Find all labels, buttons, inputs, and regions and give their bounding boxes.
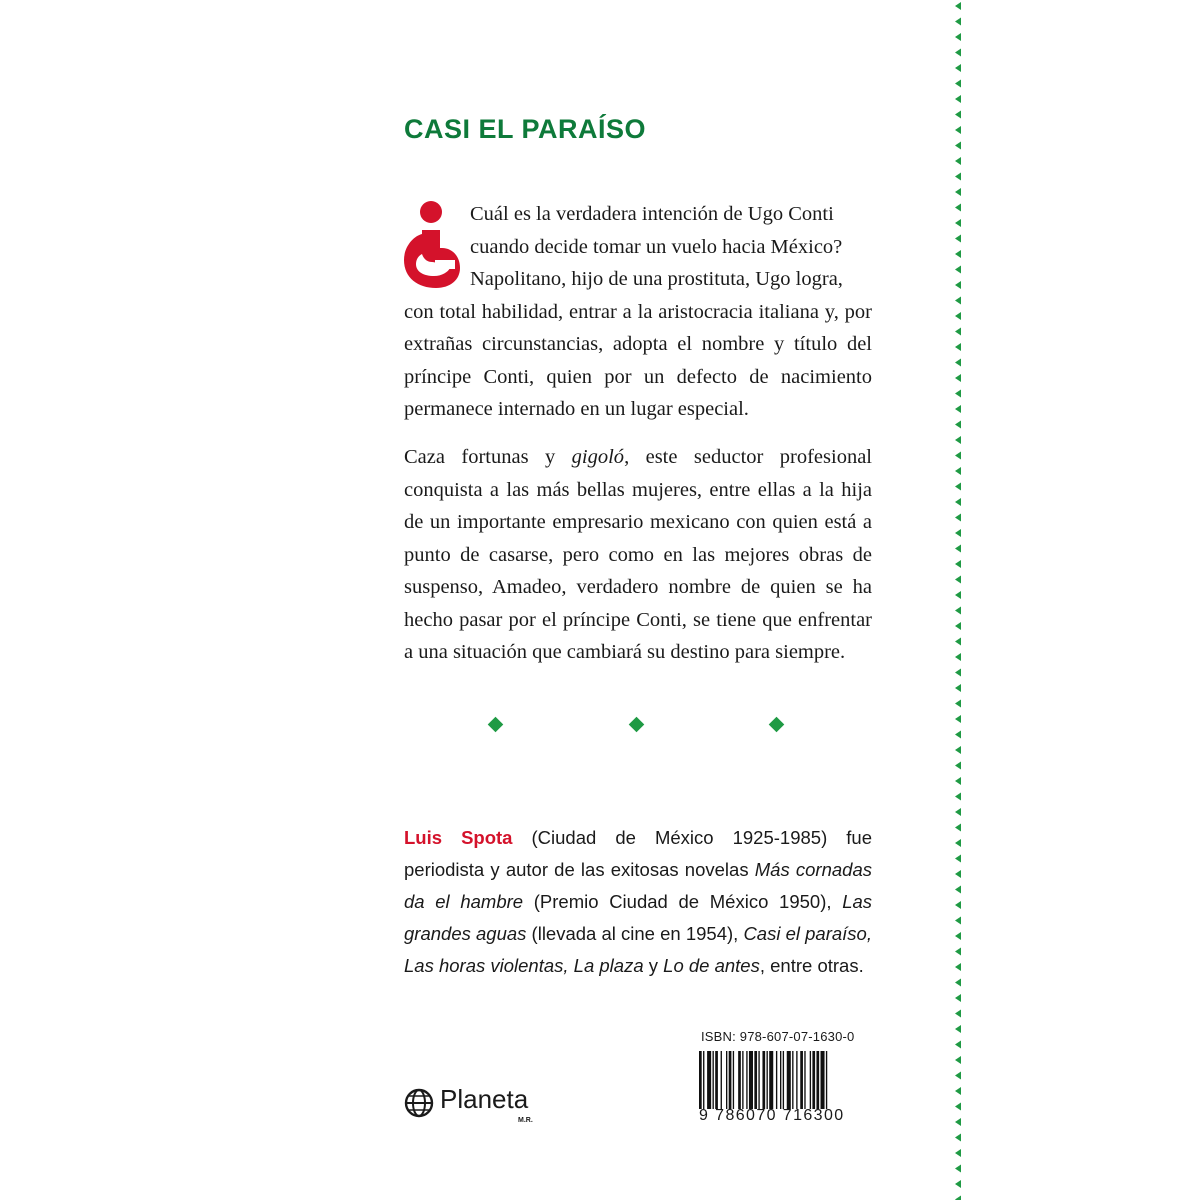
barcode-bar [721, 1051, 722, 1109]
arrow-ornament-icon [955, 421, 961, 429]
arrow-ornament-icon [955, 390, 961, 398]
arrow-ornament-icon [955, 886, 961, 894]
synopsis-rest: con total habilidad, entrar a la aristocracia italiana y, por extrañas circunstancias, adopta el nombre y título del príncipe Conti, quien por un defecto de nacimiento permanece internado en un lugar especial. [404, 300, 872, 420]
arrow-ornament-icon [955, 824, 961, 832]
arrow-ornament-icon [955, 948, 961, 956]
arrow-ornament-icon [955, 514, 961, 522]
arrow-ornament-icon [955, 808, 961, 816]
barcode-bar [746, 1051, 747, 1109]
barcode-bar [783, 1051, 784, 1109]
bio-text-5: , entre otras. [759, 955, 864, 976]
bio-title-4: Lo de antes [663, 955, 760, 976]
arrow-ornament-icon [955, 142, 961, 150]
arrow-ornament-icon [955, 917, 961, 925]
synopsis-line-2: cuando decide tomar un vuelo hacia México? [470, 235, 843, 258]
arrow-ornament-icon [955, 1165, 961, 1173]
arrow-ornament-icon [955, 328, 961, 336]
arrow-ornament-icon [955, 560, 961, 568]
arrow-ornament-icon [955, 669, 961, 677]
barcode-bar [826, 1051, 827, 1109]
arrow-ornament-icon [955, 1134, 961, 1142]
planeta-globe-icon [404, 1088, 434, 1118]
arrow-ornament-icon [955, 576, 961, 584]
arrow-ornament-icon [955, 994, 961, 1002]
arrow-ornament-icon [955, 467, 961, 475]
arrow-ornament-icon [955, 762, 961, 770]
arrow-ornament-icon [955, 746, 961, 754]
barcode-bar [776, 1051, 777, 1109]
barcode-bar [816, 1051, 819, 1109]
barcode-bar [792, 1051, 793, 1109]
arrow-ornament-icon [955, 281, 961, 289]
arrow-ornament-icon [955, 1025, 961, 1033]
arrow-ornament-icon [955, 266, 961, 274]
arrow-ornament-icon [955, 855, 961, 863]
arrow-ornament-icon [955, 359, 961, 367]
publisher-name: Planeta [440, 1084, 529, 1114]
arrow-ornament-icon [955, 591, 961, 599]
arrow-ornament-icon [955, 653, 961, 661]
arrow-ornament-icon [955, 111, 961, 119]
barcode-bar [726, 1051, 727, 1109]
arrow-ornament-icon [955, 1118, 961, 1126]
arrow-ornament-icon [955, 374, 961, 382]
barcode-bar [713, 1051, 714, 1109]
arrow-ornament-icon [955, 979, 961, 987]
barcode-bar [762, 1051, 765, 1109]
diamond-ornament-icon [488, 717, 504, 733]
barcode-bar [780, 1051, 781, 1109]
arrow-ornament-icon [955, 64, 961, 72]
barcode-bar [699, 1051, 702, 1109]
bio-text-4: y [643, 955, 664, 976]
synopsis-line-1: Cuál es la verdadera intención de Ugo Conti [470, 203, 834, 225]
arrow-ornament-icon [955, 452, 961, 460]
barcode-bar [749, 1051, 753, 1109]
arrow-ornament-icon [955, 1056, 961, 1064]
synopsis-paragraph-2 [404, 441, 872, 669]
isbn-barcode [699, 1029, 865, 1125]
barcode-bar [729, 1051, 732, 1109]
barcode-bar [742, 1051, 743, 1109]
author-bio [404, 822, 872, 982]
arrow-ornament-icon [955, 545, 961, 553]
barcode-bar [769, 1051, 773, 1109]
arrow-ornament-icon [955, 607, 961, 615]
arrow-ornament-icon [955, 622, 961, 630]
bio-title-1: Más cornadas da el hambre [404, 859, 872, 912]
arrow-ornament-icon [955, 483, 961, 491]
bio-title-3: Casi el paraíso, Las horas violentas, La plaza [404, 923, 872, 976]
diamond-ornament-icon [629, 717, 645, 733]
synopsis-paragraph-1 [404, 198, 872, 426]
arrow-ornament-icon [955, 715, 961, 723]
arrow-ornament-icon [955, 18, 961, 26]
arrow-ornament-icon [955, 1087, 961, 1095]
arrow-ornament-icon [955, 1103, 961, 1111]
publisher-logo [404, 1084, 544, 1124]
synopsis-p2-italic: gigoló [571, 446, 625, 468]
author-name: Luis Spota [404, 827, 513, 848]
synopsis-p2-end: , este seductor profesional conquista a las más bellas mujeres, entre ellas a la hija de un importante empresario mexicano con quien está a punto de casarse, pero como en las mejores obras de suspenso, Amadeo, verdadero nombre de quien se ha hecho pasar por el príncipe Conti, se tiene que enfrentar a una situación que cambiará su destino para siempre. [404, 446, 872, 663]
arrow-ornament-icon [955, 49, 961, 57]
barcode-digits: 9 786070 716300 [699, 1107, 845, 1124]
barcode-bar [767, 1051, 768, 1109]
arrow-ornament-icon [955, 157, 961, 165]
arrow-ornament-icon [955, 33, 961, 41]
arrow-ornament-icon [955, 777, 961, 785]
arrow-ornament-icon [955, 1072, 961, 1080]
synopsis-p2-start: Caza fortunas y [404, 446, 572, 468]
arrow-ornament-icon [955, 932, 961, 940]
arrow-ornament-icon [955, 436, 961, 444]
barcode-bar [707, 1051, 711, 1109]
arrow-ornament-icon [955, 126, 961, 134]
arrow-ornament-icon [955, 80, 961, 88]
arrow-ornament-icon [955, 1149, 961, 1157]
ornament-divider [486, 716, 786, 736]
barcode-bar [804, 1051, 805, 1109]
diamond-ornament-icon [769, 717, 785, 733]
synopsis-line-3: Napolitano, hijo de una prostituta, Ugo logra, [470, 268, 843, 290]
barcode-bar [715, 1051, 718, 1109]
arrow-ornament-icon [955, 173, 961, 181]
arrow-ornament-icon [955, 529, 961, 537]
barcode-bar [738, 1051, 741, 1109]
arrow-ornament-icon [955, 839, 961, 847]
arrow-ornament-icon [955, 188, 961, 196]
arrow-ornament-icon [955, 235, 961, 243]
arrow-ornament-icon [955, 498, 961, 506]
arrow-ornament-icon [955, 700, 961, 708]
arrow-ornament-icon [955, 1180, 961, 1188]
bio-text-1: (Ciudad de México 1925-1985) fue periodista y autor de las exitosas novelas [404, 827, 872, 880]
arrow-ornament-icon [955, 901, 961, 909]
arrow-ornament-icon [955, 793, 961, 801]
barcode-icon [699, 1051, 865, 1109]
bio-title-2: Las grandes aguas [404, 891, 873, 944]
arrow-ornament-icon [955, 731, 961, 739]
arrow-ornament-icon [955, 250, 961, 258]
arrow-ornament-icon [955, 297, 961, 305]
bio-text-2: (Premio Ciudad de México 1950), [523, 891, 843, 912]
arrow-ornament-icon [955, 684, 961, 692]
barcode-bar [800, 1051, 803, 1109]
isbn-label: ISBN: 978-607-07-1630-0 [701, 1029, 855, 1044]
arrow-ornament-icon [955, 343, 961, 351]
book-title: CASI EL PARAÍSO [404, 114, 647, 144]
barcode-bar [733, 1051, 734, 1109]
publisher-trademark: M.R. [518, 1117, 533, 1124]
barcode-bar [787, 1051, 791, 1109]
decorative-arrow-border [952, 0, 966, 1200]
arrow-ornament-icon [955, 1196, 961, 1200]
barcode-bar [754, 1051, 757, 1109]
arrow-ornament-icon [955, 405, 961, 413]
arrow-ornament-icon [955, 95, 961, 103]
arrow-ornament-icon [955, 204, 961, 212]
arrow-ornament-icon [955, 312, 961, 320]
arrow-ornament-icon [955, 219, 961, 227]
barcode-bar [796, 1051, 797, 1109]
barcode-bar [703, 1051, 704, 1109]
arrow-ornament-icon [955, 638, 961, 646]
arrow-ornament-icon [955, 2, 961, 10]
arrow-ornament-icon [955, 1041, 961, 1049]
arrow-ornament-icon [955, 870, 961, 878]
barcode-bar [810, 1051, 811, 1109]
bio-text-3: (llevada al cine en 1954), [526, 923, 744, 944]
barcode-bar [821, 1051, 825, 1109]
barcode-bar [812, 1051, 815, 1109]
barcode-bar [758, 1051, 759, 1109]
arrow-ornament-icon [955, 1010, 961, 1018]
arrow-ornament-icon [955, 963, 961, 971]
